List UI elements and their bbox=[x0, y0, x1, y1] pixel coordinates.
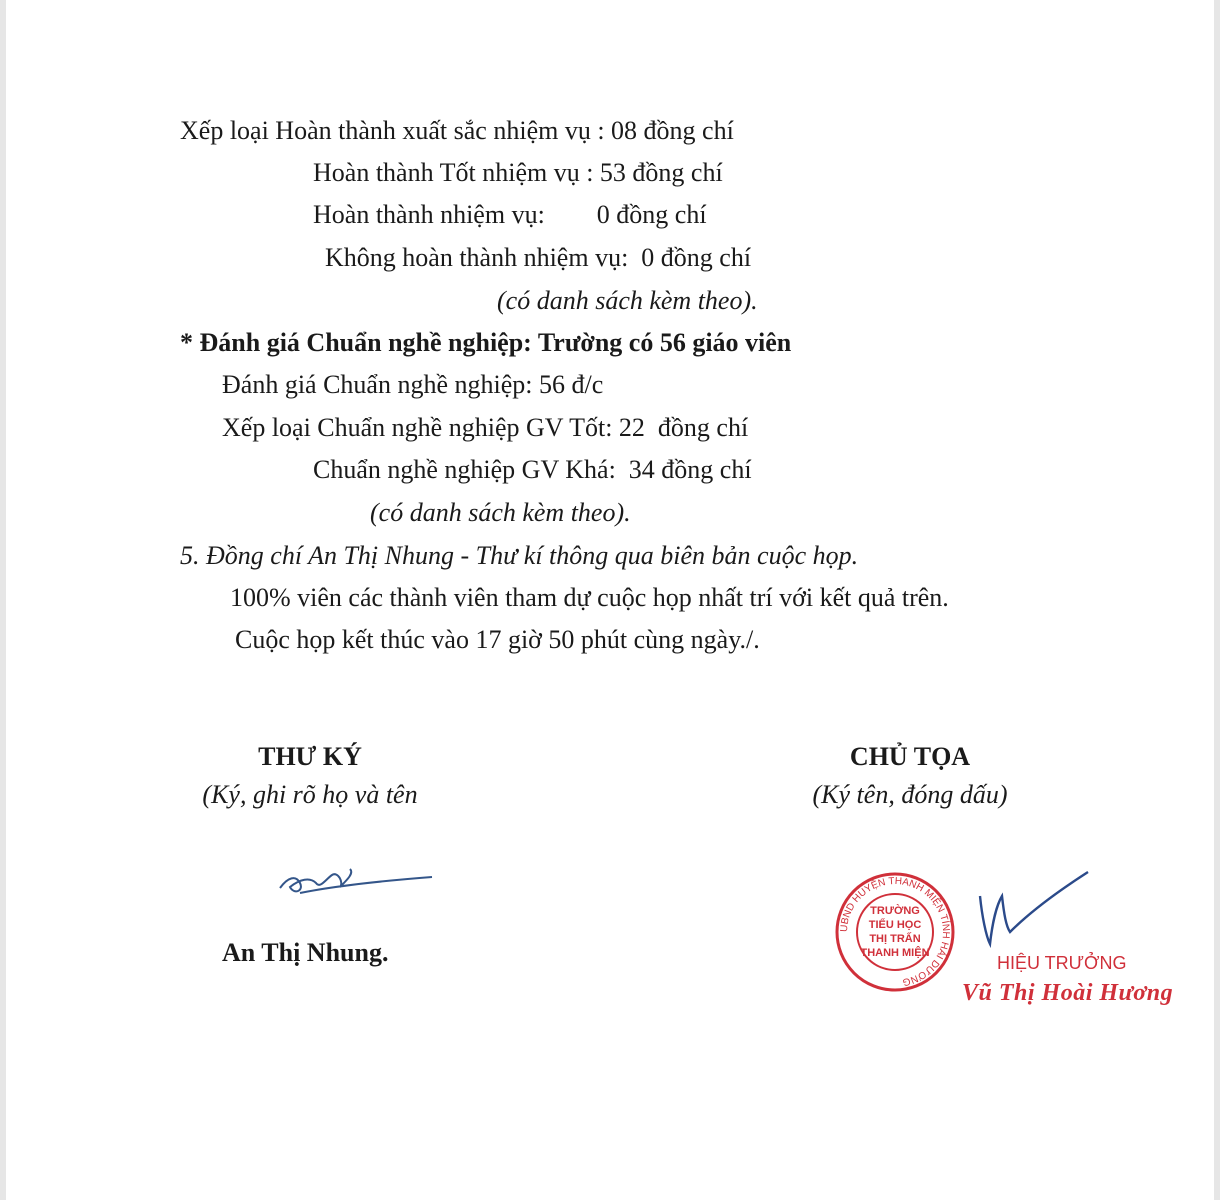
result-excellent: Xếp loại Hoàn thành xuất sắc nhiệm vụ : 08 đồng chí bbox=[180, 116, 734, 145]
principal-name: Vũ Thị Hoài Hương bbox=[962, 980, 1174, 1006]
chair-block bbox=[760, 742, 1060, 810]
stamp-line-3: THỊ TRẤN bbox=[869, 933, 921, 945]
stamp-line-4: THANH MIỆN bbox=[860, 947, 930, 959]
stamp-line-2: TIỂU HỌC bbox=[868, 919, 922, 931]
meeting-end: Cuộc họp kết thúc vào 17 giờ 50 phút cùng ngày./. bbox=[235, 625, 760, 654]
chair-note: (Ký tên, đóng dấu) bbox=[812, 780, 1008, 809]
item-5-secretary: 5. Đồng chí An Thị Nhung - Thư kí thông qua biên bản cuộc họp. bbox=[180, 541, 859, 570]
page-edge-left bbox=[0, 0, 6, 1200]
agreement-statement: 100% viên các thành viên tham dự cuộc họp nhất trí với kết quả trên. bbox=[230, 583, 949, 612]
chair-title: CHỦ TỌA bbox=[849, 742, 971, 771]
stamp-ring-text: UBND HUYỆN THANH MIỆN TỈNH HẢI DƯƠNG bbox=[838, 875, 952, 988]
page-edge-right bbox=[1214, 0, 1220, 1200]
standards-good: Xếp loại Chuẩn nghề nghiệp GV Tốt: 22 đồng chí bbox=[222, 413, 749, 442]
secretary-name: An Thị Nhung. bbox=[222, 938, 389, 967]
attached-list-note-1: (có danh sách kèm theo). bbox=[497, 286, 758, 315]
chair-signature bbox=[960, 866, 1100, 956]
secretary-signature bbox=[270, 855, 440, 905]
standards-fair: Chuẩn nghề nghiệp GV Khá: 34 đồng chí bbox=[313, 455, 752, 484]
attached-list-note-2: (có danh sách kèm theo). bbox=[370, 498, 631, 527]
official-stamp bbox=[835, 862, 955, 1002]
result-good: Hoàn thành Tốt nhiệm vụ : 53 đồng chí bbox=[313, 158, 723, 187]
secretary-note: (Ký, ghi rõ họ và tên bbox=[202, 780, 418, 809]
result-not-complete: Không hoàn thành nhiệm vụ: 0 đồng chí bbox=[325, 243, 752, 272]
result-complete: Hoàn thành nhiệm vụ: 0 đồng chí bbox=[313, 200, 707, 229]
section-heading-standards: * Đánh giá Chuẩn nghề nghiệp: Trường có 56 giáo viên bbox=[180, 328, 792, 357]
secretary-block bbox=[160, 742, 460, 810]
stamp-line-1: TRƯỜNG bbox=[870, 905, 920, 917]
secretary-title: THƯ KÝ bbox=[258, 742, 362, 771]
standards-evaluated: Đánh giá Chuẩn nghề nghiệp: 56 đ/c bbox=[222, 370, 604, 399]
principal-role: HIỆU TRƯỞNG bbox=[997, 953, 1127, 973]
